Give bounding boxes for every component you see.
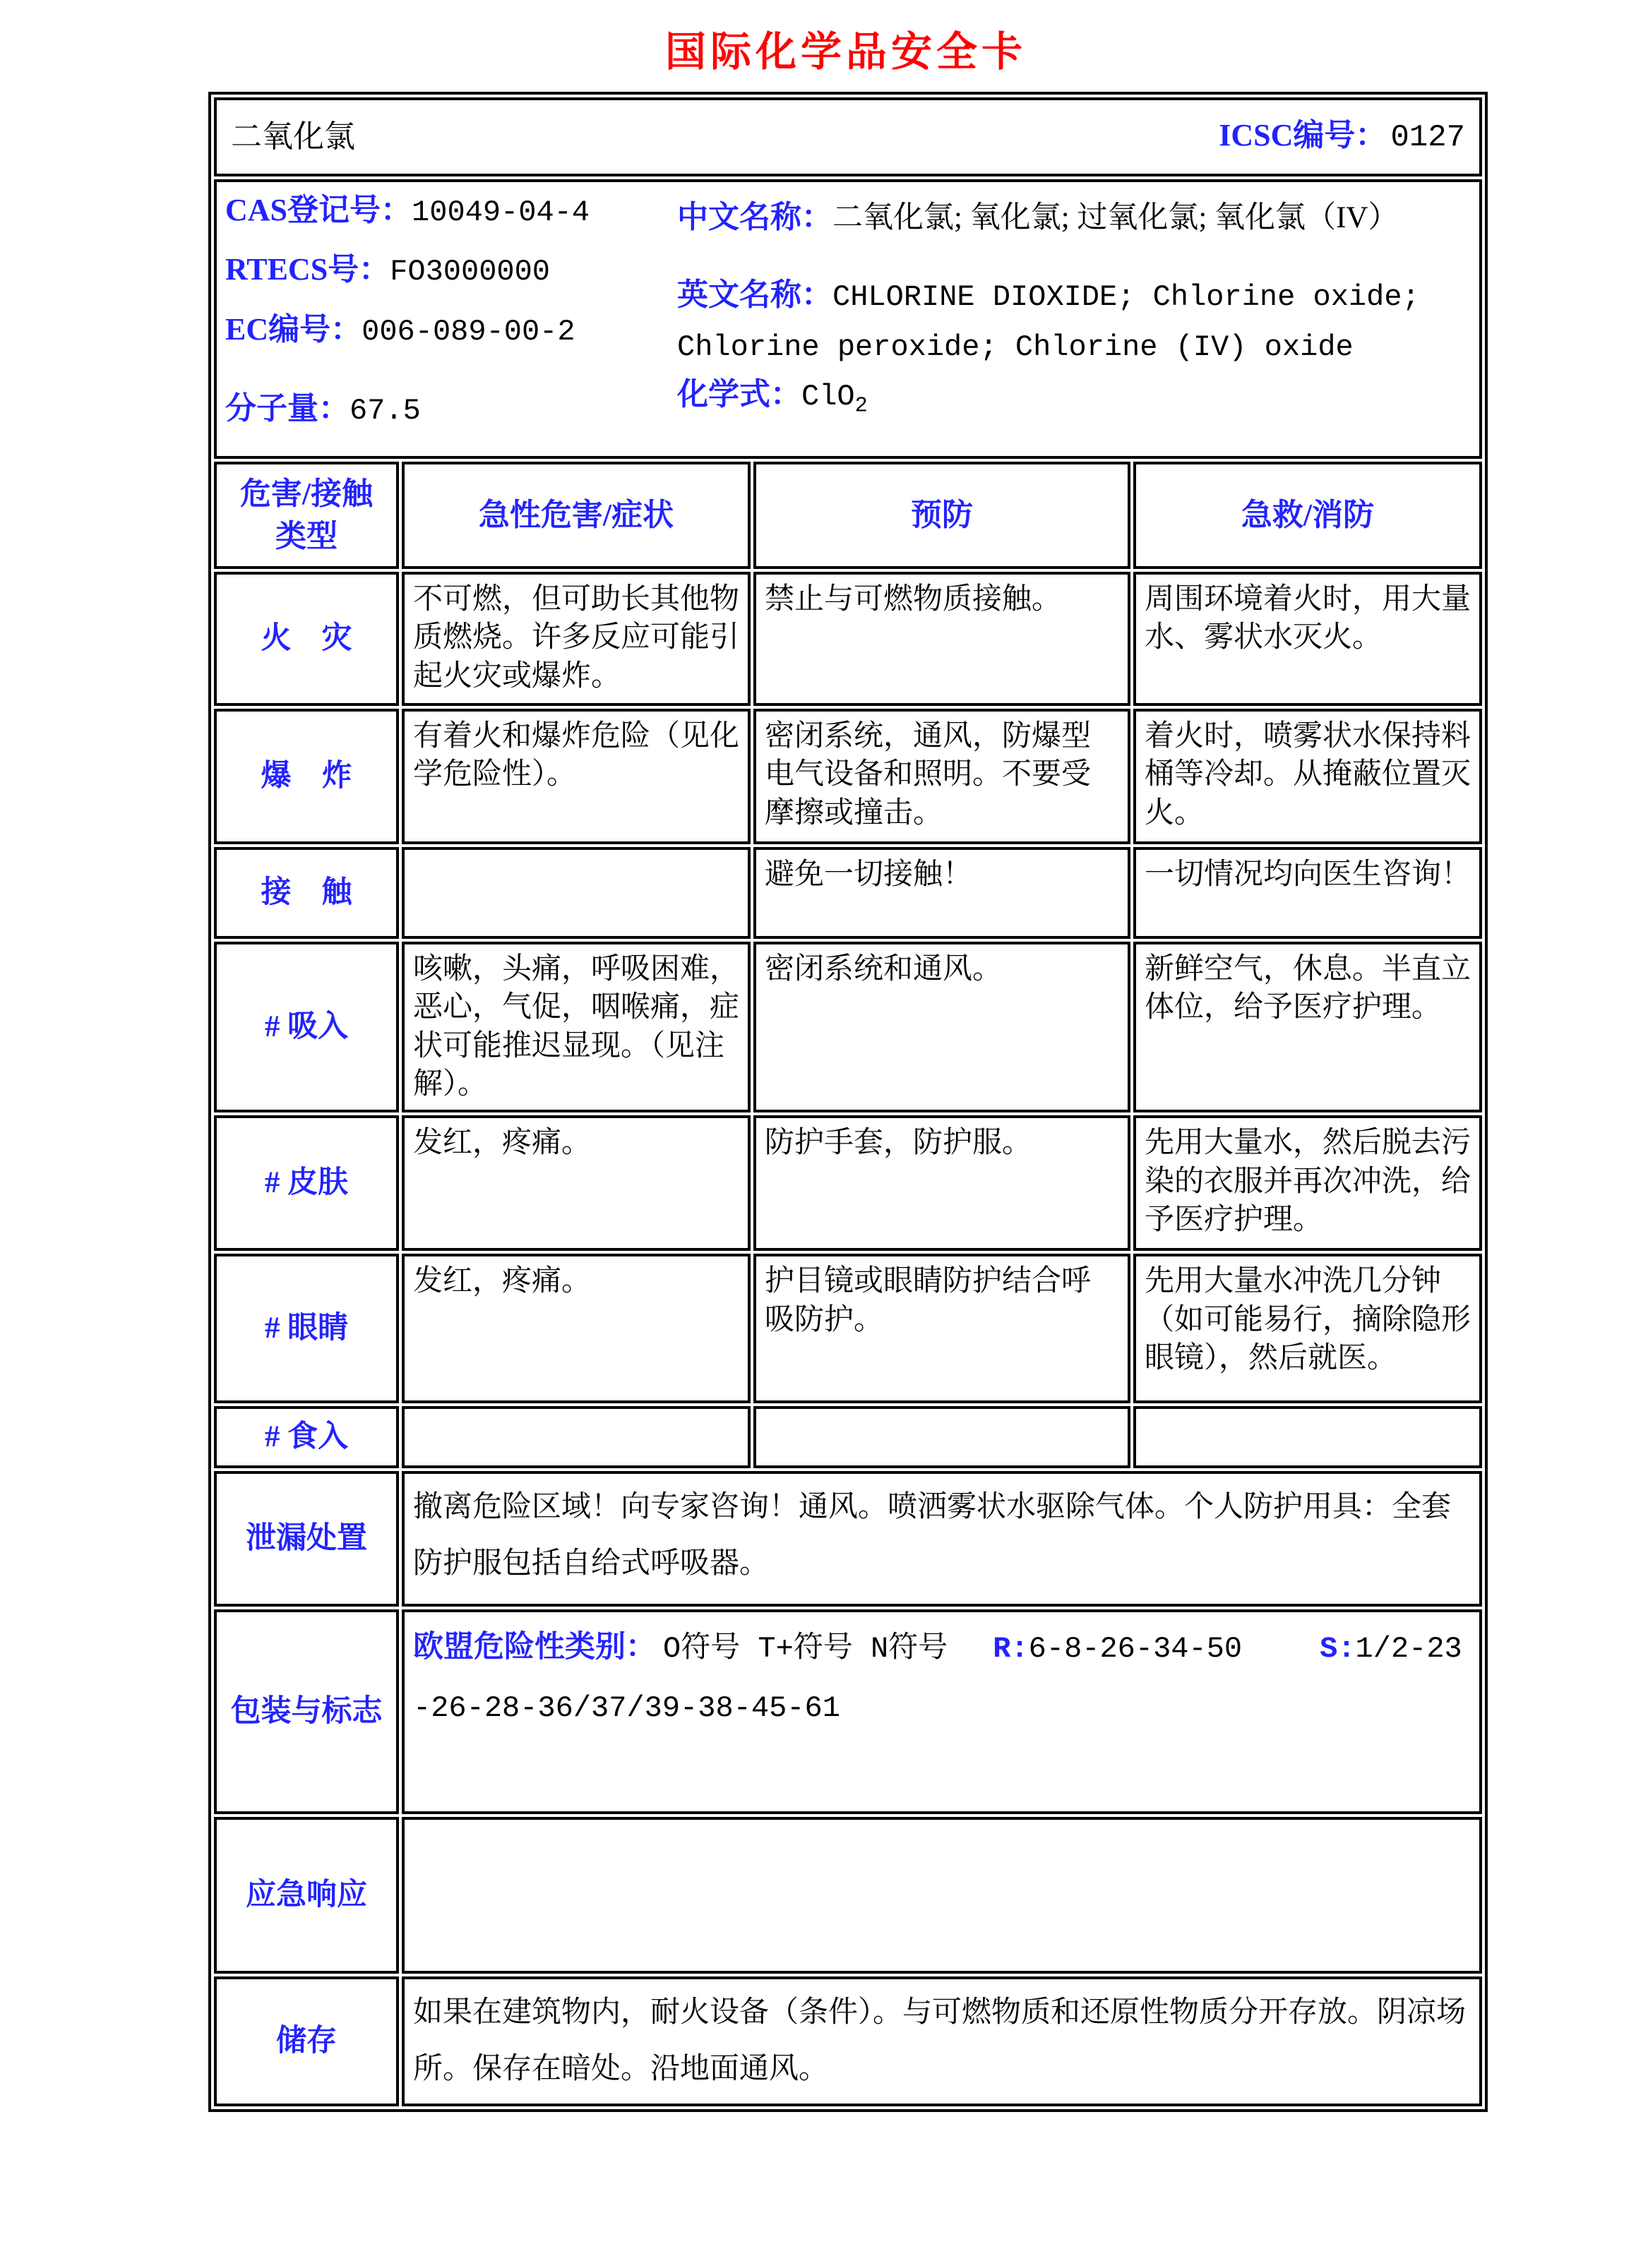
fire-prevention: 禁止与可燃物质接触。 bbox=[753, 572, 1130, 706]
packaging-label: 包装与标志 bbox=[214, 1609, 399, 1814]
eyes-prevention: 护目镜或眼睛防护结合呼吸防护。 bbox=[753, 1254, 1130, 1403]
hazard-row-fire bbox=[214, 572, 1482, 706]
header-firstaid: 急救/消防 bbox=[1133, 462, 1482, 569]
chinese-name-label: 中文名称： bbox=[677, 200, 832, 234]
hazard-type-exposure: 接 触 bbox=[214, 847, 399, 939]
inhalation-prevention: 密闭系统和通风。 bbox=[753, 942, 1130, 1112]
explosion-prevention: 密闭系统，通风，防爆型电气设备和照明。不要受摩擦或撞击。 bbox=[753, 709, 1130, 844]
identifier-block bbox=[225, 188, 677, 450]
section-row-spillage bbox=[214, 1471, 1482, 1607]
substance-name: 二氧化氯 bbox=[231, 119, 355, 155]
page-title: 国际化学品安全卡 bbox=[664, 29, 1027, 75]
hazard-row-eyes bbox=[214, 1254, 1482, 1403]
header-hazard-type: 危害/接触类型 bbox=[214, 462, 399, 569]
s-phrases-value: 1/2-23-26-28-36/37/39-38-45-61 bbox=[413, 1631, 1462, 1725]
hazard-type-fire: 火 灾 bbox=[214, 572, 399, 706]
hazard-row-ingestion bbox=[214, 1406, 1482, 1468]
spillage-label: 泄漏处置 bbox=[214, 1471, 399, 1607]
hazard-type-skin: # 皮肤 bbox=[214, 1115, 399, 1251]
hazard-row-explosion bbox=[214, 709, 1482, 844]
icsc-number-label: ICSC编号： bbox=[1219, 118, 1387, 153]
cas-number-label: CAS登记号： bbox=[225, 193, 412, 227]
packaging-content bbox=[402, 1609, 1482, 1814]
hazard-type-explosion: 爆 炸 bbox=[214, 709, 399, 844]
english-name-line bbox=[677, 270, 1471, 371]
formula-value: ClO$_2$ bbox=[801, 379, 868, 419]
ingestion-prevention bbox=[753, 1406, 1130, 1468]
icsc-id bbox=[1219, 115, 1465, 158]
ec-number-value: 006-089-00-2 bbox=[362, 314, 575, 349]
r-phrases-label: R: bbox=[993, 1631, 1029, 1666]
ec-number-label: EC编号： bbox=[225, 311, 362, 347]
section-row-emergency bbox=[214, 1817, 1482, 1974]
names-block bbox=[677, 188, 1471, 450]
formula-line bbox=[677, 371, 1471, 423]
header-prevention: 预防 bbox=[753, 462, 1130, 569]
storage-content: 如果在建筑物内，耐火设备（条件）。与可燃物质和还原性物质分开存放。阴凉场所。保存在暗处。沿地面通风。 bbox=[402, 1976, 1482, 2106]
hazard-row-exposure bbox=[214, 847, 1482, 939]
cas-number-line bbox=[225, 192, 677, 230]
ec-number-line bbox=[225, 311, 677, 349]
rtecs-number-line bbox=[225, 251, 677, 289]
storage-label: 储存 bbox=[214, 1976, 399, 2106]
hazard-type-eyes: # 眼睛 bbox=[214, 1254, 399, 1403]
hazard-type-ingestion: # 食入 bbox=[214, 1406, 399, 1468]
title-row bbox=[214, 97, 1482, 176]
fire-symptoms: 不可燃，但可助长其他物质燃烧。许多反应可能引起火灾或爆炸。 bbox=[402, 572, 751, 706]
cas-number-value: 10049-04-4 bbox=[412, 196, 590, 229]
icsc-number-value: 0127 bbox=[1390, 120, 1466, 156]
skin-symptoms: 发红，疼痛。 bbox=[402, 1115, 751, 1251]
ingestion-symptoms bbox=[402, 1406, 751, 1468]
emergency-label: 应急响应 bbox=[214, 1817, 399, 1974]
section-row-packaging bbox=[214, 1609, 1482, 1814]
eyes-firstaid: 先用大量水冲洗几分钟（如可能易行，摘除隐形眼镜），然后就医。 bbox=[1133, 1254, 1482, 1403]
hazard-row-inhalation bbox=[214, 942, 1482, 1112]
molecular-weight-value: 67.5 bbox=[350, 394, 421, 428]
exposure-symptoms bbox=[402, 847, 751, 939]
r-phrases-value: 6-8-26-34-50 bbox=[1028, 1631, 1243, 1666]
english-name-value: CHLORINE DIOXIDE; Chlorine oxide; Chlorine peroxide; Chlorine (IV) oxide bbox=[677, 280, 1420, 364]
skin-firstaid: 先用大量水，然后脱去污染的衣服并再次冲洗，给予医疗护理。 bbox=[1133, 1115, 1482, 1251]
explosion-symptoms: 有着火和爆炸危险（见化学危险性）。 bbox=[402, 709, 751, 844]
info-cell bbox=[214, 179, 1482, 459]
eu-symbols: O符号 T+符号 N符号 bbox=[663, 1631, 948, 1666]
chinese-name-value: 二氧化氯; 氧化氯; 过氧化氯; 氧化氯（IV） bbox=[832, 201, 1399, 234]
molecular-weight-line bbox=[225, 390, 677, 428]
rtecs-number-value: FO3000000 bbox=[390, 255, 551, 289]
eu-class-label: 欧盟危险性类别： bbox=[413, 1630, 656, 1664]
s-phrases-label: S: bbox=[1320, 1631, 1356, 1666]
rtecs-number-label: RTECS号： bbox=[225, 252, 390, 287]
molecular-weight-label: 分子量： bbox=[225, 391, 350, 426]
section-row-storage bbox=[214, 1976, 1482, 2106]
eyes-symptoms: 发红，疼痛。 bbox=[402, 1254, 751, 1403]
english-name-label: 英文名称： bbox=[677, 277, 832, 312]
inhalation-firstaid: 新鲜空气，休息。半直立体位，给予医疗护理。 bbox=[1133, 942, 1482, 1112]
info-row bbox=[214, 179, 1482, 459]
ingestion-firstaid bbox=[1133, 1406, 1482, 1468]
title-cell bbox=[214, 97, 1482, 176]
hazard-row-skin bbox=[214, 1115, 1482, 1251]
formula-subscript: 2 bbox=[854, 394, 868, 419]
exposure-firstaid: 一切情况均向医生咨询！ bbox=[1133, 847, 1482, 939]
explosion-firstaid: 着火时，喷雾状水保持料桶等冷却。从掩蔽位置灭火。 bbox=[1133, 709, 1482, 844]
chinese-name-line bbox=[677, 192, 1471, 243]
header-symptoms: 急性危害/症状 bbox=[402, 462, 751, 569]
spillage-content: 撤离危险区域！向专家咨询！通风。喷洒雾状水驱除气体。个人防护用具：全套防护服包括自给式呼吸器。 bbox=[402, 1471, 1482, 1607]
formula-label: 化学式： bbox=[677, 376, 801, 412]
inhalation-symptoms: 咳嗽，头痛，呼吸困难，恶心，气促，咽喉痛，症状可能推迟显现。（见注解）。 bbox=[402, 942, 751, 1112]
exposure-prevention: 避免一切接触！ bbox=[753, 847, 1130, 939]
skin-prevention: 防护手套，防护服。 bbox=[753, 1115, 1130, 1251]
emergency-content bbox=[402, 1817, 1482, 1974]
icsc-card-table bbox=[208, 92, 1488, 2112]
hazard-type-inhalation: # 吸入 bbox=[214, 942, 399, 1112]
hazard-header-row bbox=[214, 462, 1482, 569]
fire-firstaid: 周围环境着火时，用大量水、雾状水灭火。 bbox=[1133, 572, 1482, 706]
